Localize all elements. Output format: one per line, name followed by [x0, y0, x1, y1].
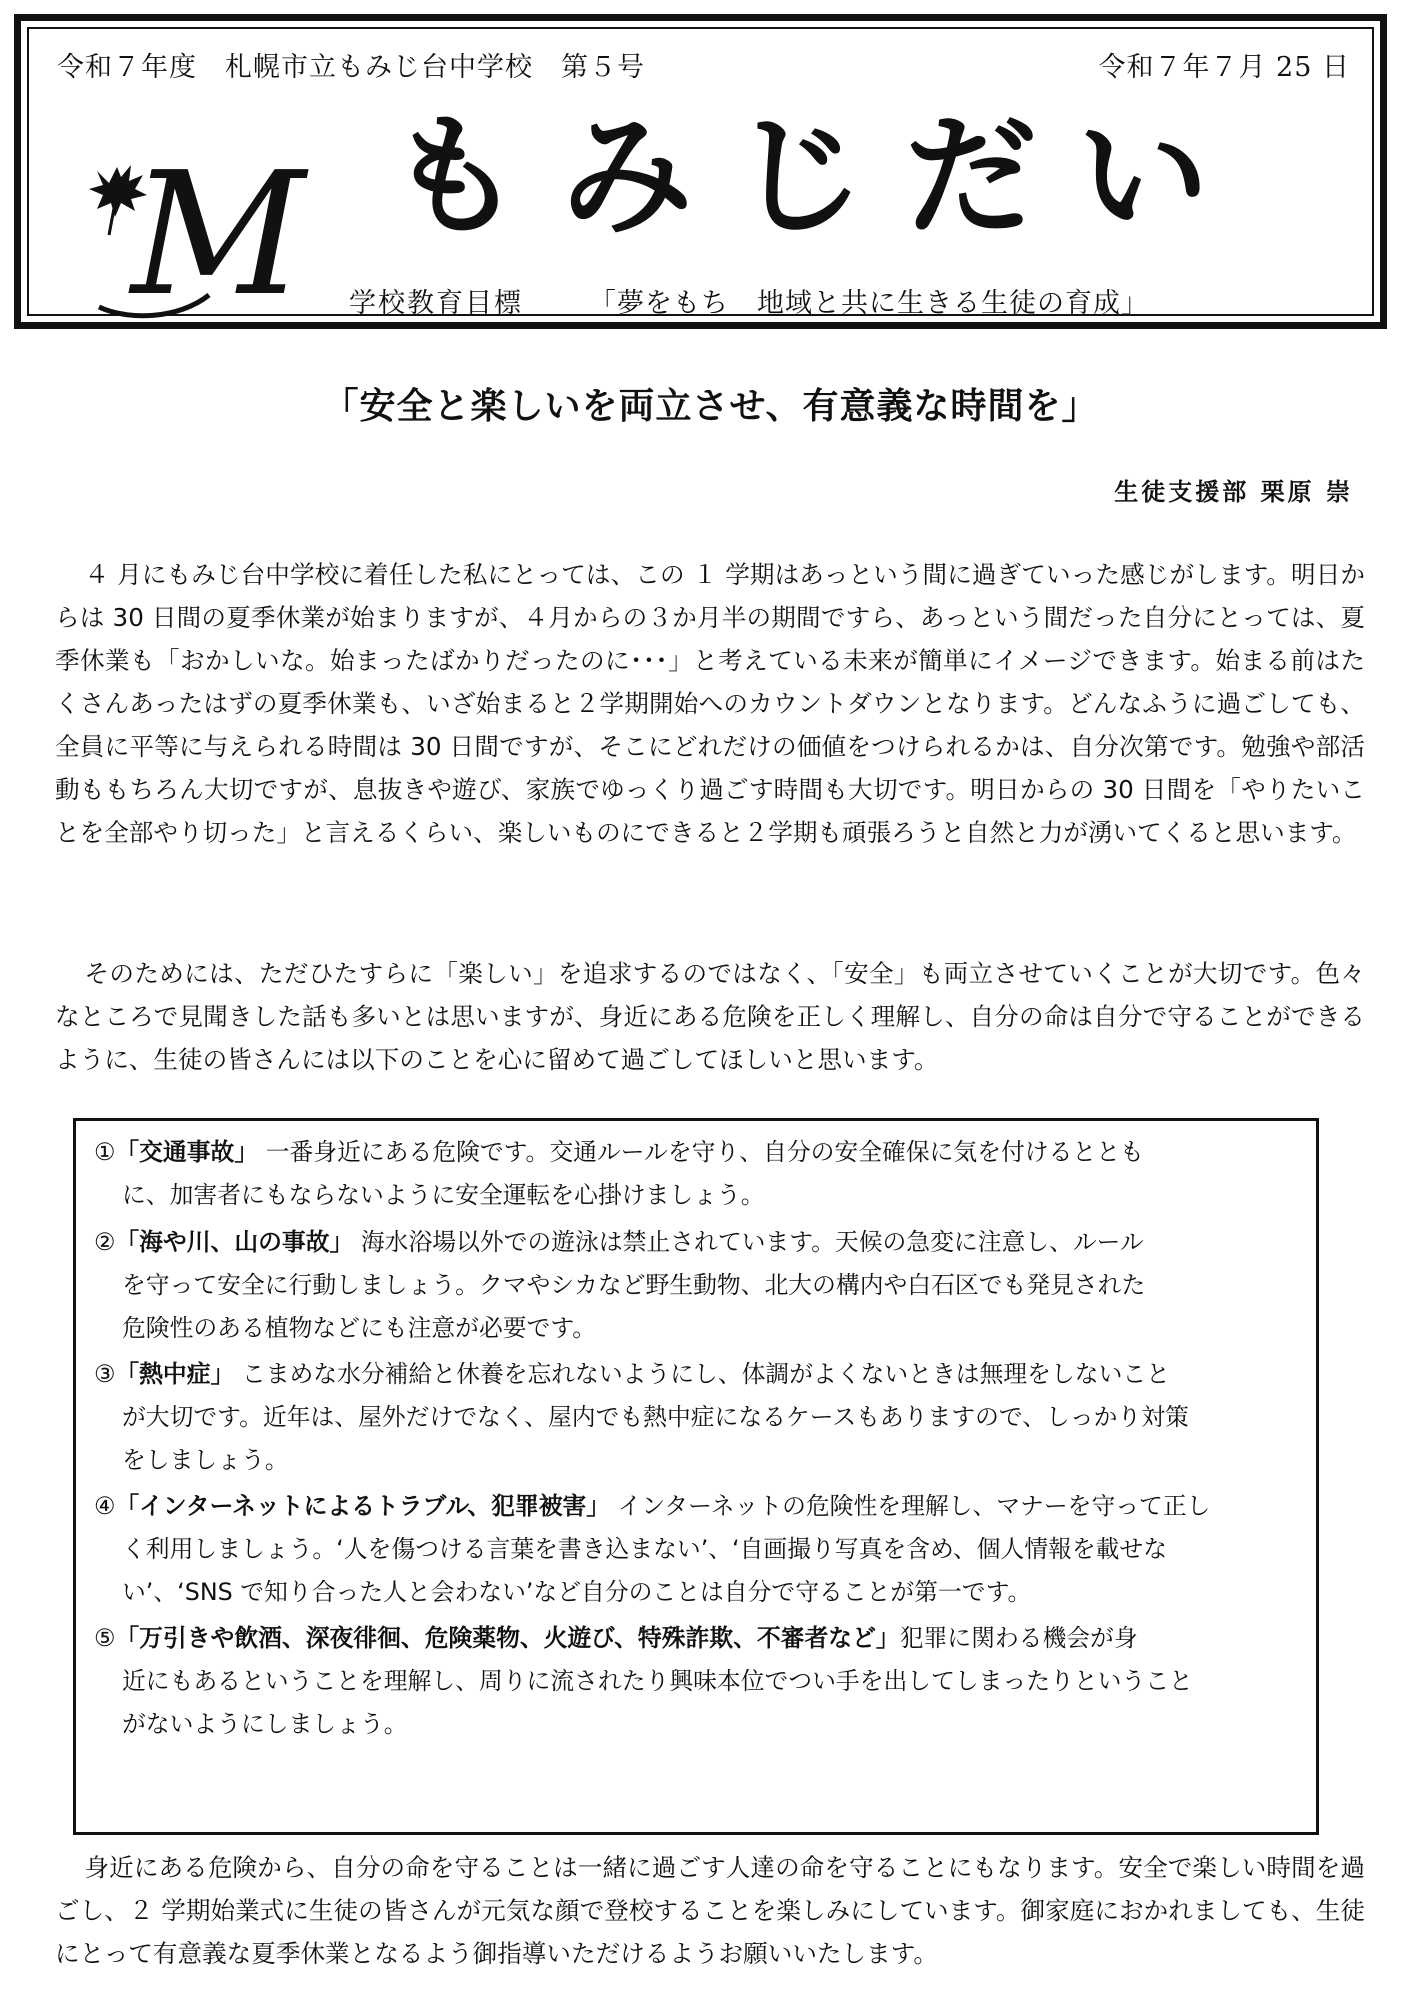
article-author: 生徒支援部 栗原 崇	[1114, 478, 1353, 506]
newsletter-title: もみじだい	[389, 99, 1249, 254]
rule-number: ④	[94, 1492, 116, 1520]
rule-title: 「海や川、山の事故」	[115, 1228, 354, 1256]
rule-title: 「熱中症」	[115, 1360, 235, 1388]
rule-title: 「交通事故」	[115, 1138, 259, 1166]
rule-text: こまめな水分補給と休養を忘れないようにし、体調がよくないときは無理をしないこと	[234, 1360, 1170, 1388]
rule-3-line-1	[94, 1353, 1304, 1396]
article-paragraph-2: そのためには、ただひたすらに「楽しい」を追求するのではなく、「安全」も両立させていくことが大切です。色々なところで見聞きした話も多いとは思いますが、身近にある危険を正しく理解し、自分の命は自分で守ることができるように、生徒の皆さんには以下のことを心に留めて過ごしてほしいと思います。	[55, 959, 1365, 1074]
issue-date: 令和７年７月 25 日	[1098, 52, 1350, 83]
rule-4-line-2: く利用しましょう。‘人を傷つける言葉を書き込まない’、‘自画撮り写真を含め、個人情報を載せな	[122, 1535, 1168, 1563]
rule-5-line-2: 近にもあるということを理解し、周りに流されたり興味本位でつい手を出してしまったりということ	[122, 1667, 1193, 1695]
rule-4-line-1	[94, 1485, 1304, 1528]
issue-info: 令和７年度 札幌市立もみじ台中学校 第５号	[57, 52, 645, 83]
masthead-inner-border	[27, 27, 1374, 334]
rule-number: ①	[94, 1138, 116, 1166]
rule-title: 「万引きや飲酒、深夜徘徊、危険薬物、火遊び、特殊詐欺、不審者など」	[115, 1624, 900, 1652]
rule-text: インターネットの危険性を理解し、マナーを守って正し	[610, 1492, 1211, 1520]
rule-5-line-3: がないようにしましょう。	[122, 1710, 408, 1738]
article-paragraph-3: 身近にある危険から、自分の命を守ることは一緒に過ごす人達の命を守ることにもなります。安全で楽しい時間を過ごし、２ 学期始業式に生徒の皆さんが元気な顔で登校することを楽しみにしています。御家庭におかれましても、生徒にとって有意義な夏季休業となるよう御指導いただけるようお願いいたします。	[55, 1853, 1365, 1968]
rule-5-line-1	[94, 1617, 1304, 1660]
rule-3-line-3: をしましょう。	[122, 1446, 289, 1474]
motto-label: 学校教育目標	[349, 288, 523, 319]
article-paragraph-1: ４ 月にもみじ台中学校に着任した私にとっては、この １ 学期はあっという間に過ぎていった感じがします。明日からは 30 日間の夏季休業が始まりますが、４月からの３か月半の期間ですら、あっという間だった自分にとっては、夏季休業も「おかしいな。始まったばかりだったのに･･･」と考えている未来が簡単にイメージできます。始まる前はたくさんあったはずの夏季休業も、いざ始まると２学期開始へのカウントダウンとなります。どんなふうに過ごしても、全員に平等に与えられる時間は 30 日間ですが、そこにどれだけの価値をつけられるかは、自分次第です。勉強や部活動ももちろん大切ですが、息抜きや遊び、家族でゆっくり過ごす時間も大切です。明日からの 30 日間を「やりたいことを全部やり切った」と言えるくらい、楽しいものにできると２学期も頑張ろうと自然と力が湧いてくると思います。	[55, 560, 1365, 847]
rule-text: 一番身近にある危険です。交通ルールを守り、自分の安全確保に気を付けるととも	[258, 1138, 1144, 1166]
rule-number: ②	[94, 1228, 116, 1256]
article-headline: 「安全と楽しいを両立させ、有意義な時間を」	[322, 386, 1099, 427]
rule-1-line-1	[94, 1131, 1304, 1174]
rule-3-line-2: が大切です。近年は、屋外だけでなく、屋内でも熱中症になるケースもありますので、しっかり対策	[122, 1403, 1189, 1431]
rule-number: ⑤	[94, 1624, 116, 1652]
masthead	[14, 14, 1387, 334]
maple-leaf-logo-icon	[69, 125, 306, 334]
rule-2-line-2: を守って安全に行動しましょう。クマやシカなど野生動物、北大の構内や白石区でも発見された	[122, 1271, 1146, 1299]
rule-4-line-3: い’、‘SNS で知り合った人と会わない’など自分のことは自分で守ることが第一です。	[122, 1578, 1032, 1606]
rule-text: 海水浴場以外での遊泳は禁止されています。天候の急変に注意し、ルール	[353, 1228, 1144, 1256]
rule-text: 犯罪に関わる機会が身	[899, 1624, 1138, 1652]
rule-number: ③	[94, 1360, 116, 1388]
rule-2-line-3: 危険性のある植物などにも注意が必要です。	[122, 1314, 597, 1342]
safety-rules-box	[73, 1118, 1319, 1835]
rule-2-line-1	[94, 1221, 1304, 1264]
rule-1-line-2: に、加害者にもならないように安全運転を心掛けましょう。	[122, 1181, 765, 1209]
logo-letter: M	[131, 136, 306, 334]
rule-title: 「インターネットによるトラブル、犯罪被害」	[115, 1492, 611, 1520]
school-motto: 「夢をもち 地域と共に生きる生徒の育成」	[589, 288, 1149, 319]
